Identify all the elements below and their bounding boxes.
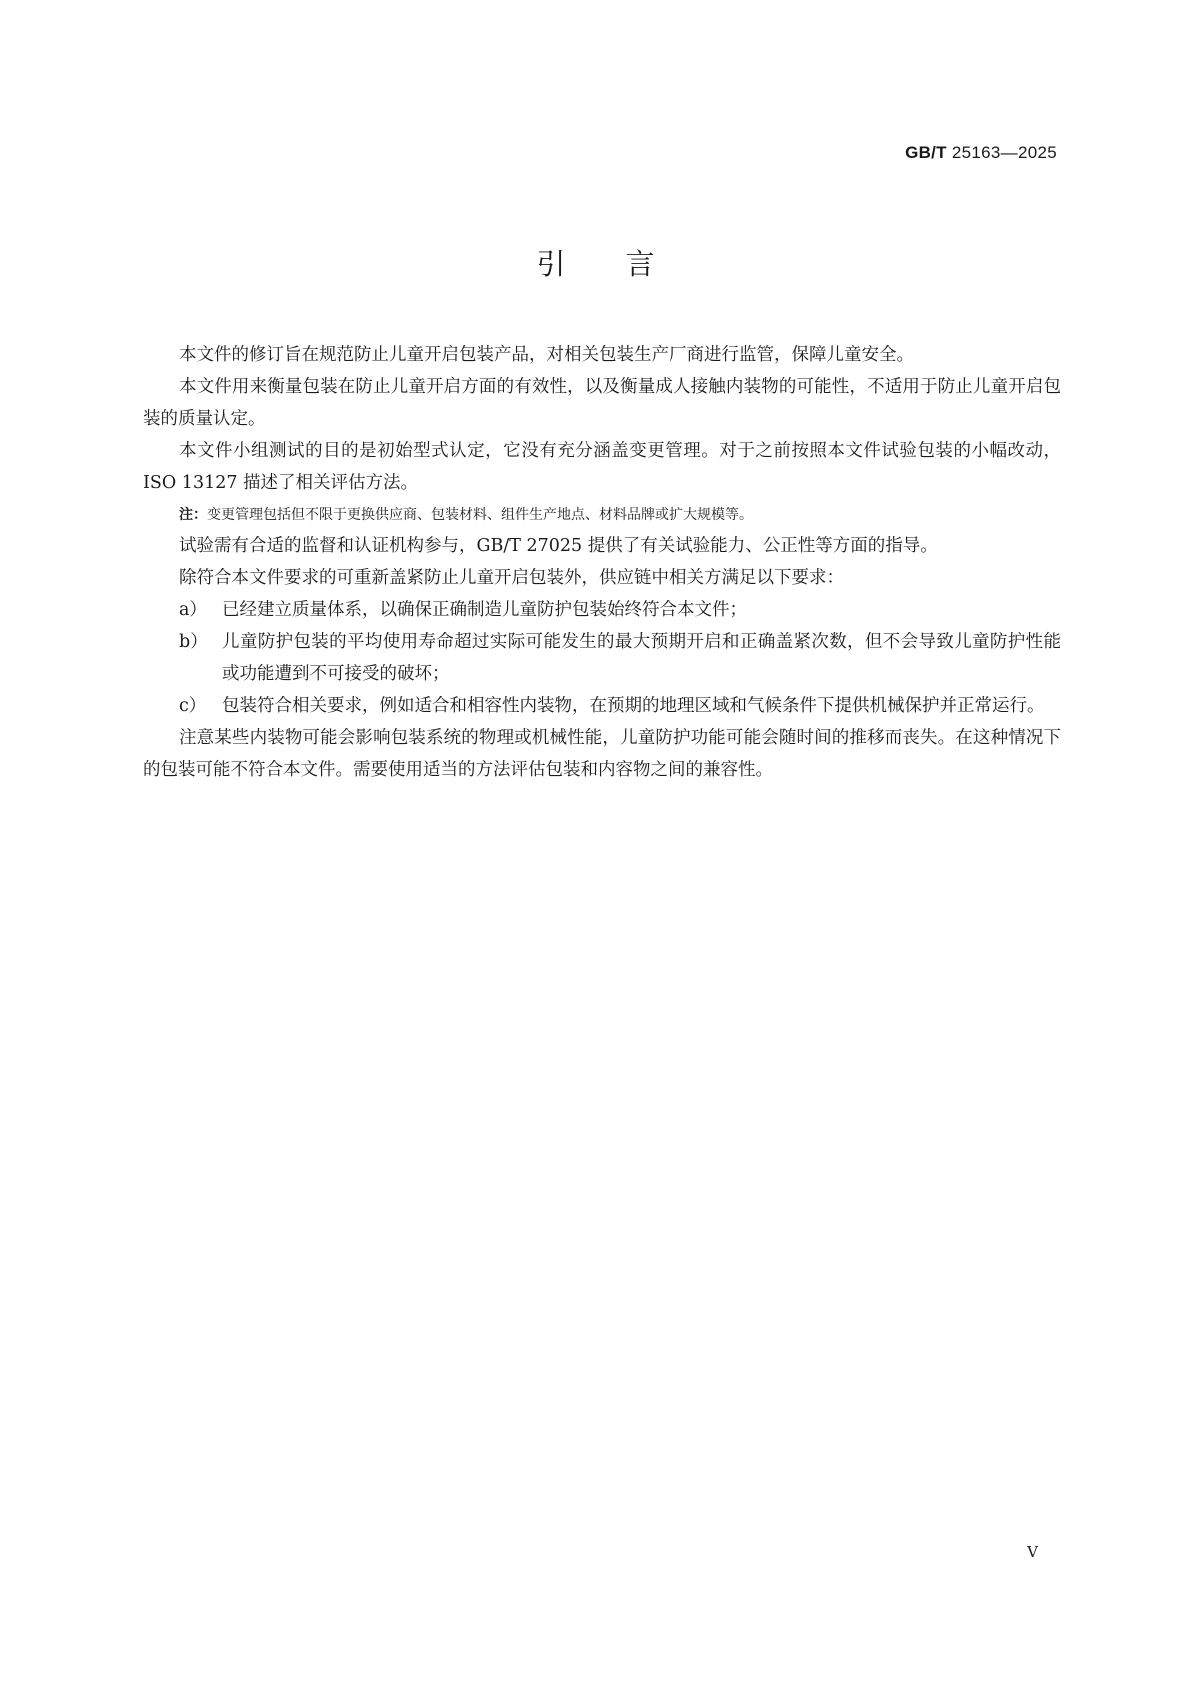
note xyxy=(179,502,1061,528)
standard-prefix: GB/T xyxy=(905,143,947,162)
page-number: V xyxy=(1027,1543,1038,1561)
section-title: 引言 xyxy=(536,247,715,281)
list-marker: b） xyxy=(179,632,208,652)
paragraph: 试验需有合适的监督和认证机构参与，GB/T 27025 提供了有关试验能力、公正性等方面的指导。 xyxy=(179,536,938,556)
list-text: 包装符合相关要求，例如适合和相容性内装物，在预期的地理区域和气候条件下提供机械保护并正常运行。 xyxy=(222,696,1045,716)
note-text: 变更管理包括但不限于更换供应商、包装材料、组件生产地点、材料品牌或扩大规模等。 xyxy=(207,507,753,523)
note-label: 注： xyxy=(179,507,207,523)
paragraph: 本文件的修订旨在规范防止儿童开启包装产品，对相关包装生产厂商进行监管，保障儿童安全。 xyxy=(179,345,914,365)
list-marker: c） xyxy=(179,696,207,716)
standard-number: 25163—2025 xyxy=(951,143,1057,162)
paragraph: 本文件小组测试的目的是初始型式认定，它没有充分涵盖变更管理。对于之前按照本文件试验包装的小幅改动，ISO 13127 描述了相关评估方法。 xyxy=(143,441,1061,493)
paragraph: 本文件用来衡量包装在防止儿童开启方面的有效性，以及衡量成人接触内装物的可能性，不适用于防止儿童开启包装的质量认定。 xyxy=(143,377,1061,429)
standard-number-header xyxy=(905,143,1057,163)
list-text: 儿童防护包装的平均使用寿命超过实际可能发生的最大预期开启和正确盖紧次数，但不会导致儿童防护性能或功能遭到不可接受的破坏； xyxy=(222,632,1061,684)
list-marker: a） xyxy=(179,600,207,620)
document-body xyxy=(143,339,1061,786)
paragraph: 除符合本文件要求的可重新盖紧防止儿童开启包装外，供应链中相关方满足以下要求： xyxy=(179,568,844,588)
list-item xyxy=(179,690,1061,722)
list-item xyxy=(179,594,1061,626)
list-text: 已经建立质量体系，以确保正确制造儿童防护包装始终符合本文件； xyxy=(222,600,747,620)
closing-paragraph: 注意某些内装物可能会影响包装系统的物理或机械性能，儿童防护功能可能会随时间的推移而丧失。在这种情况下的包装可能不符合本文件。需要使用适当的方法评估包装和内容物之间的兼容性。 xyxy=(143,728,1061,780)
list-item xyxy=(179,626,1061,690)
